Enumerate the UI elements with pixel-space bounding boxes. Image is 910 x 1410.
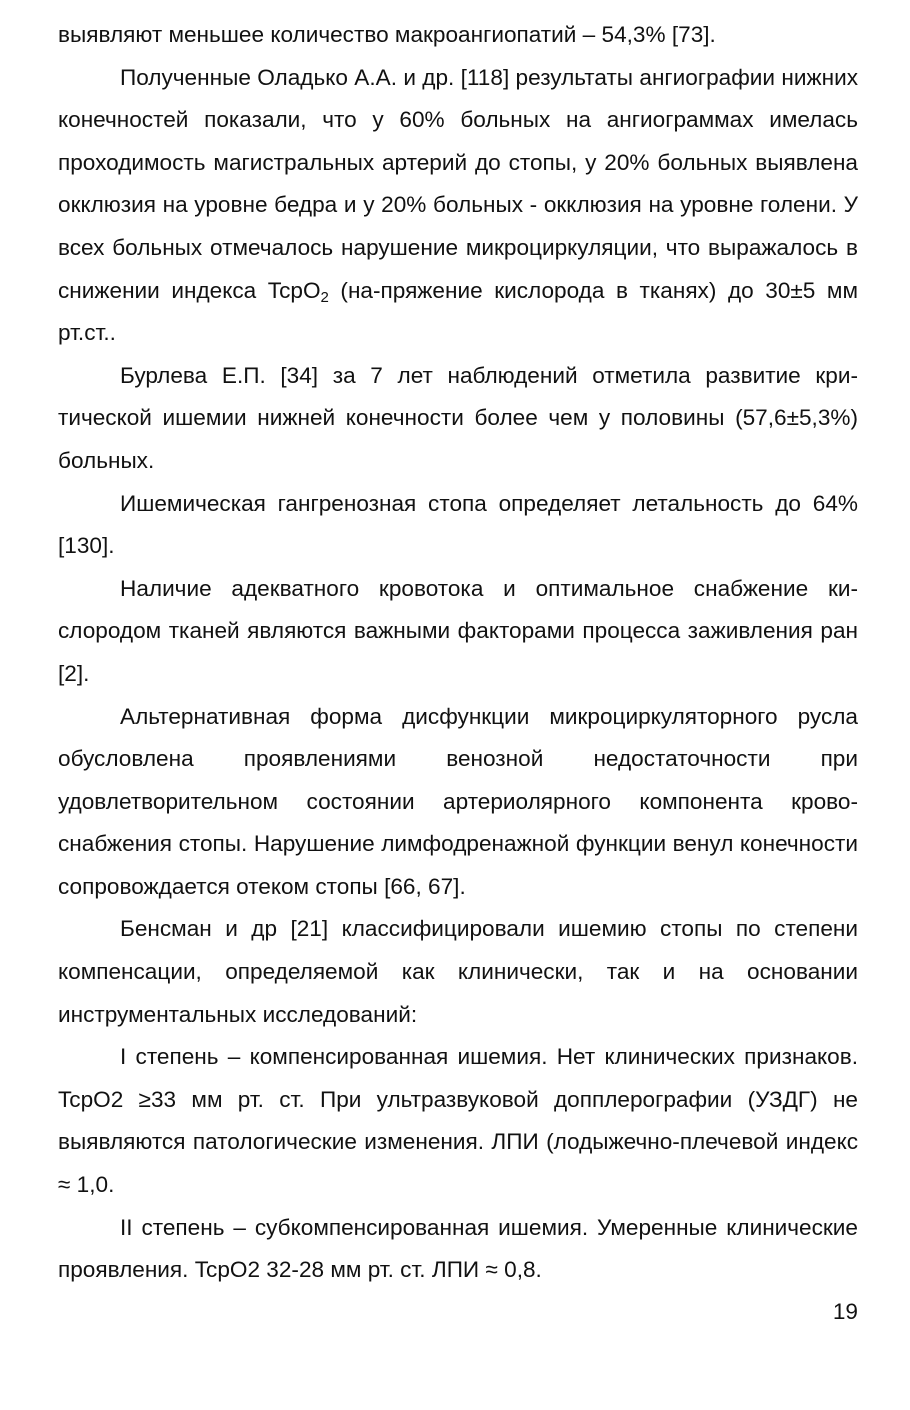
document-page <box>58 14 858 1292</box>
page-number: 19 <box>832 1299 858 1324</box>
paragraph-alternative-dysfunction: Альтернативная форма дисфункции микроциркуляторного русла обусловлена проявлениями венозной недостаточности при удовлетворительном состоянии артериолярного компонента кровоснабжения стопы. Нарушение лимфодренажной функции венул конечности сопровождается отеком стопы [66, 67]. <box>58 703 858 899</box>
paragraph-burleva-observation: Бурлева Е.П. [34] за 7 лет наблюдений отметила развитие критической ишемии нижней конечности более чем у половины (57,6±5,3%) больных. <box>58 362 858 473</box>
subscript-o2: 2 <box>320 288 329 306</box>
paragraph-bensman-classification: Бенсман и др [21] классифицировали ишемию стопы по степени компенсации, определяемой как клинически, так и на основании инструментальных исследований: <box>58 916 858 1027</box>
paragraph-degree-one: I степень – компенсированная ишемия. Нет клинических признаков. TcpO2 ≥33 мм рт. ст. При ультразвуковой допплерографии (УЗДГ) не выявляются патологические изменения. ЛПИ (лодыжечно-плечевой индекс ≈ 1,0. <box>58 1044 858 1198</box>
angiography-text-main: Полученные Оладько А.А. и др. [118] результаты ангиографии нижних конечностей показали, что у 60% больных на ангиограммах имелась проходимость магистральных артерий до стопы, у 20% больных выявлена окклюзия на уровне бедра и у 20% больных - окклюзия на уровне голени. У всех больных отмечалось нарушение микроциркуляции, что выражалось в снижении индекса TcpO <box>58 64 858 303</box>
paragraph-degree-two: II степень – субкомпенсированная ишемия. Умеренные клинические проявления. TcpO2 32-28 мм рт. ст. ЛПИ ≈ 0,8. <box>58 1214 858 1283</box>
angiography-text-end: (на-пряжение кислорода в тканях) до 30±5 мм рт.ст.. <box>58 277 858 346</box>
paragraph-angiography-results <box>58 57 858 355</box>
paragraph-gangrenous-foot: Ишемическая гангренозная стопа определяет летальность до 64% [130]. <box>58 490 858 559</box>
paragraph-blood-flow: Наличие адекватного кровотока и оптимальное снабжение кислородом тканей являются важными факторами процесса заживления ран [2]. <box>58 575 858 686</box>
paragraph-macroangiopathy: выявляют меньшее количество макроангиопатий – 54,3% [73]. <box>58 22 716 47</box>
